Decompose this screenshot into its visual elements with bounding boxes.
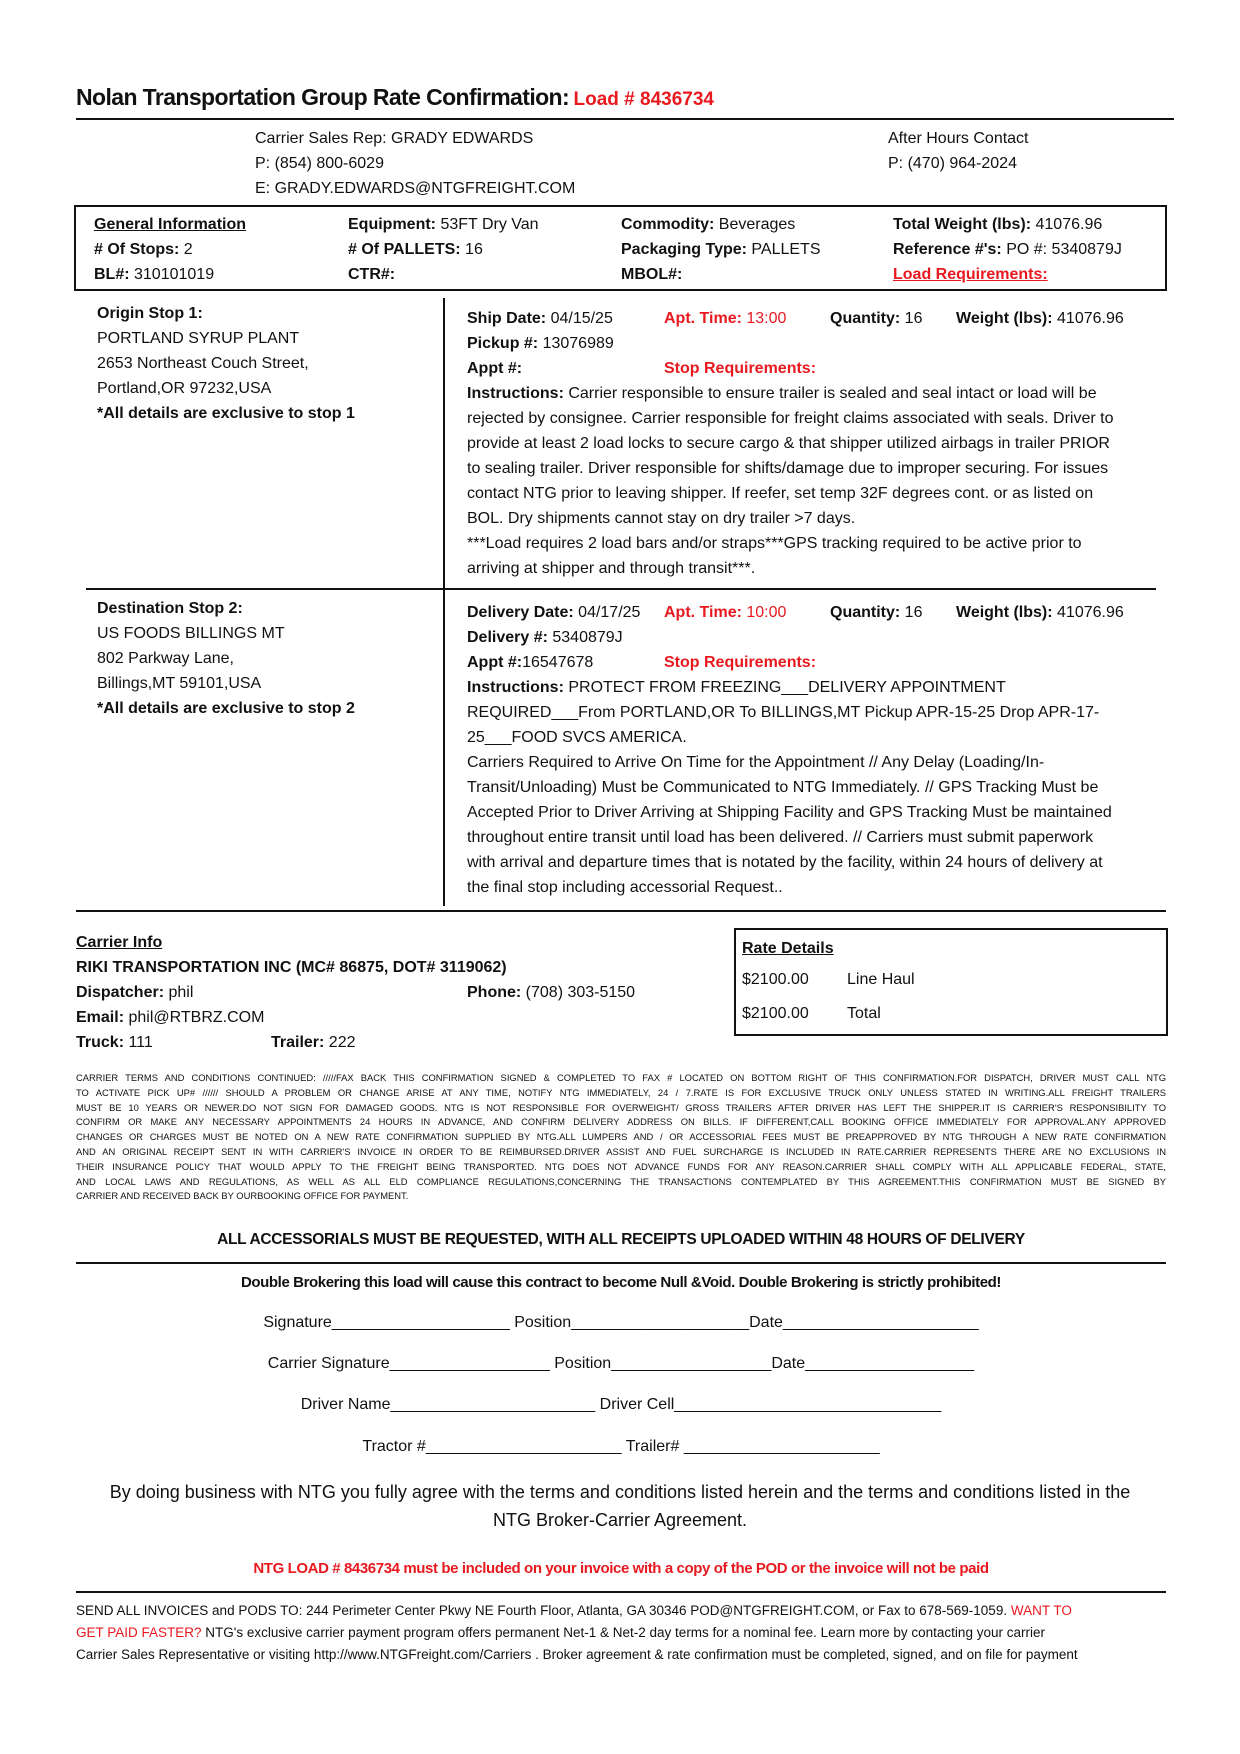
equipment-label: Equipment:	[348, 216, 436, 233]
load-number: Load # 8436734	[573, 89, 714, 110]
mbol-label: MBOL#:	[621, 266, 683, 283]
after-hours-label: After Hours Contact	[888, 130, 1029, 147]
stop2-instr-line: 25___FOOD SVCS AMERICA.	[467, 729, 687, 746]
trailer-label: Trailer:	[271, 1034, 325, 1051]
stop1-instr-line: to sealing trailer. Driver responsible for shifts/damage due to improper securing. For issues	[467, 460, 1109, 477]
stop1-heading: Origin Stop 1:	[97, 305, 203, 322]
stop2-weight-label: Weight (lbs):	[956, 604, 1053, 621]
carrier-phone-value: (708) 303-5150	[521, 984, 636, 1001]
terms-line: AND LOCAL LAWS AND REGULATIONS, AS WELL AS ALL ELD COMPLIANCE REGULATIONS,CONCERNING THE TRANSACTIONS CONTEMPLATED BY THIS AGREEMENT.THIS CONFIRMATION MUST BE SIGNED BY	[76, 1175, 1166, 1187]
terms-line: CONFIRM OR MAKE ANY NECESSARY APPOINTMENTS 24 HOURS IN ADVANCE, AND CONFIRM DELIVERY ADDRESS ON BILLS. IF DIFFERENT,CALL BOOKING OFFICE IMMEDIATELY FOR APPROVAL.ANY APPROVED	[76, 1116, 1166, 1128]
stop2-instr-line: REQUIRED___From PORTLAND,OR To BILLINGS,MT Pickup APR-15-25 Drop APR-17-	[467, 704, 1100, 721]
commodity-value: Beverages	[714, 216, 796, 233]
driver-name-line[interactable]: Driver Name_______________________ Driver Cell______________________________	[300, 1396, 942, 1413]
stop1-instr-line: BOL. Dry shipments cannot stay on dry trailer >7 days.	[467, 510, 856, 527]
ctr-label: CTR#:	[348, 266, 396, 283]
general-col-3	[621, 212, 820, 287]
rate-label: Total	[847, 1005, 881, 1022]
stops-vertical-divider	[443, 298, 445, 906]
footer-line: SEND ALL INVOICES and PODS TO: 244 Perimeter Center Pkwy NE Fourth Floor, Atlanta, GA 30346 POD@NTGFREIGHT.COM, or Fax to 678-569-1059.	[76, 1603, 1008, 1618]
stop2-qty-value: 16	[900, 604, 923, 621]
stop1-instr-line: contact NTG prior to leaving shipper. If reefer, set temp 32F degrees cont. or as listed on	[467, 485, 1094, 502]
total-weight	[893, 212, 1122, 237]
stop2-exclusive-note: *All details are exclusive to stop 2	[97, 700, 355, 717]
rate-details-content	[742, 936, 1162, 1033]
stop1-detail-block	[467, 306, 1157, 581]
sales-rep-email: E: GRADY.EDWARDS@NTGFREIGHT.COM	[255, 180, 576, 197]
equipment-value: 53FT Dry Van	[436, 216, 539, 233]
stop2-delivery-label: Delivery #:	[467, 629, 548, 646]
tractor-line[interactable]: Tractor #______________________ Trailer# ______________________	[362, 1438, 880, 1455]
stop2-date-value: 04/17/25	[573, 604, 641, 621]
footer-line: Carrier Sales Representative or visiting http://www.NTGFreight.com/Carriers . Broker agreement & rate confirmation must be completed, signed, and on file for payment	[76, 1647, 1078, 1662]
stop2-apt-value: 10:00	[741, 604, 787, 621]
stop2-instr-line: with arrival and departure times that is notated by the facility, within 24 hours of delivery at	[467, 854, 1103, 871]
stop1-address-block	[97, 301, 355, 426]
stop1-street: 2653 Northeast Couch Street,	[97, 355, 309, 372]
contact-block	[255, 126, 575, 201]
stop1-instr-line: provide at least 2 load locks to secure cargo & that shipper utilized airbags in trailer PRIOR	[467, 435, 1110, 452]
stop1-instr-line: Carrier responsible to ensure trailer is sealed and seal intact or load will be	[563, 385, 1097, 402]
trailer-value: 222	[324, 1034, 356, 1051]
stop2-delivery-value: 5340879J	[547, 629, 623, 646]
pallets-label: # Of PALLETS:	[348, 241, 461, 258]
stop2-instr-line: throughout entire transit until load has been delivered. // Carriers must submit paperwork	[467, 829, 1094, 846]
terms-line: MUST BE 10 YEARS OR NEWER.DO NOT SIGN FOR DAMAGED GOODS. NTG IS NOT RESPONSIBLE FOR OVERWEIGHT/ GROSS TRAILERS AFTER DRIVER HAS LEFT THE SHIPPER.IT IS CARRIER'S RESPONSIBILITY TO	[76, 1101, 1166, 1113]
stop2-instructions	[467, 675, 1157, 900]
stops-horizontal-divider	[86, 588, 1156, 590]
rate-row	[742, 965, 1162, 999]
carrier-info-block	[76, 930, 676, 1055]
signature-line[interactable]: Signature____________________ Position____________________Date______________________	[263, 1314, 979, 1331]
stop2-appt-label: Appt #:	[467, 654, 523, 671]
reference-value: PO #: 5340879J	[1001, 241, 1122, 258]
stop1-instr-line: ***Load requires 2 load bars and/or straps***GPS tracking required to be active prior to	[467, 535, 1082, 552]
stop2-instr-line: Accepted Prior to Driver Arriving at Shipping Facility and GPS Tracking Must be maintained	[467, 804, 1112, 821]
commodity-label: Commodity:	[621, 216, 715, 233]
carrier-email-value: phil@RTBRZ.COM	[124, 1009, 265, 1026]
stop1-pickup-value: 13076989	[538, 335, 614, 352]
packaging-label: Packaging Type:	[621, 241, 747, 258]
general-col-2	[348, 212, 539, 287]
want-paid-faster: GET PAID FASTER?	[76, 1625, 202, 1640]
reference	[893, 237, 1122, 262]
stop1-instructions	[467, 381, 1157, 581]
stop2-street: 802 Parkway Lane,	[97, 650, 234, 667]
rate-row	[742, 999, 1162, 1033]
stops-label: # Of Stops:	[94, 241, 180, 258]
stop1-instructions-label: Instructions:	[467, 385, 564, 402]
sales-rep: Carrier Sales Rep: GRADY EDWARDS	[255, 130, 534, 147]
pallets	[348, 237, 539, 262]
total-weight-value: 41076.96	[1031, 216, 1103, 233]
stop1-instr-line: rejected by consignee. Carrier responsible for freight claims associated with seals. Driver to	[467, 410, 1114, 427]
terms-line: TO ACTIVATE PICK UP# ////// SHOULD A PROBLEM OR CHANGE ARISE AT ANY TIME, NOTIFY NTG IMMEDIATELY, 24 / 7.RATE IS FOR EXCLUSIVE TRUCK ONLY UNLESS STATED IN WRITING.ALL FREIGHT TRAILERS	[76, 1086, 1166, 1098]
bl-number	[94, 262, 246, 287]
carrier-phone-label: Phone:	[467, 984, 522, 1001]
carrier-signature-line[interactable]: Carrier Signature__________________ Position__________________Date___________________	[267, 1355, 975, 1372]
stop2-appt-value: 16547678	[522, 654, 594, 671]
stop1-date-value: 04/15/25	[546, 310, 613, 327]
packaging	[621, 237, 820, 262]
rate-details-heading: Rate Details	[742, 940, 834, 957]
truck-label: Truck:	[76, 1034, 125, 1051]
invoice-notice: NTG LOAD # 8436734 must be included on your invoice with a copy of the POD or the invoice will not be paid	[253, 1560, 989, 1577]
dispatcher-value: phil	[164, 984, 194, 1001]
rate-amount: $2100.00	[742, 971, 809, 988]
stop2-detail-block	[467, 600, 1157, 900]
terms-and-conditions	[76, 1071, 1166, 1204]
terms-line: AND AN ORIGINAL RECEIPT SENT IN WITH CARRIER'S INVOICE IN ORDER TO BE REIMBURSED.DRIVER ASSIST AND FUEL SURCHARGE IS INCLUDED IN RATE.CARRIER REPRESENTS THERE ARE NO EXCLUSIONS IN	[76, 1145, 1166, 1157]
total-weight-label: Total Weight (lbs):	[893, 216, 1032, 233]
stop1-city: Portland,OR 97232,USA	[97, 380, 272, 397]
accessorials-divider	[76, 1262, 1166, 1264]
want-paid-faster: WANT TO	[1007, 1603, 1072, 1618]
stop2-instr-line: PROTECT FROM FREEZING___DELIVERY APPOINTMENT	[563, 679, 1006, 696]
bl-label: BL#:	[94, 266, 130, 283]
stop1-exclusive-note: *All details are exclusive to stop 1	[97, 405, 355, 422]
stop1-stop-requirements-link[interactable]: Stop Requirements:	[664, 360, 817, 377]
commodity	[621, 212, 820, 237]
accessorials-notice: ALL ACCESSORIALS MUST BE REQUESTED, WITH ALL RECEIPTS UPLOADED WITHIN 48 HOURS OF DELIVERY	[217, 1231, 1025, 1248]
stops-bottom-divider	[76, 910, 1166, 912]
stop2-weight-value: 41076.96	[1052, 604, 1124, 621]
stop2-heading: Destination Stop 2:	[97, 600, 243, 617]
stop2-city: Billings,MT 59101,USA	[97, 675, 262, 692]
stop2-instr-line: Transit/Unloading) Must be Communicated to NTG Immediately. // GPS Tracking Must be	[467, 779, 1099, 796]
page-title: Nolan Transportation Group Rate Confirmation:	[76, 84, 570, 110]
page-title-block	[76, 84, 714, 111]
stop2-instr-line: the final stop including accessorial Request..	[467, 879, 783, 896]
stops-count	[94, 237, 246, 262]
general-col-4	[893, 212, 1122, 287]
stop1-qty-label: Quantity:	[830, 310, 901, 327]
after-hours-block	[888, 126, 1029, 176]
stop1-instr-line: arriving at shipper and through transit***.	[467, 560, 756, 577]
double-brokering-notice: Double Brokering this load will cause this contract to become Null &Void. Double Brokering is strictly prohibited!	[240, 1274, 1002, 1291]
bl-value: 310101019	[129, 266, 215, 283]
stop2-address-block	[97, 596, 355, 721]
equipment	[348, 212, 539, 237]
stop1-apt-value: 13:00	[741, 310, 787, 327]
stop1-apt-label: Apt. Time:	[664, 310, 742, 327]
stop1-pickup-label: Pickup #:	[467, 335, 539, 352]
footer-divider	[76, 1591, 1166, 1593]
general-info-heading: General Information	[94, 216, 247, 233]
stop2-name: US FOODS BILLINGS MT	[97, 625, 285, 642]
after-hours-phone: P: (470) 964-2024	[888, 155, 1017, 172]
stop1-appt-label: Appt #:	[467, 360, 523, 377]
dispatcher-label: Dispatcher:	[76, 984, 165, 1001]
stop2-stop-requirements-link[interactable]: Stop Requirements:	[664, 654, 817, 671]
stop2-apt-label: Apt. Time:	[664, 604, 742, 621]
reference-label: Reference #'s:	[893, 241, 1002, 258]
carrier-email-label: Email:	[76, 1009, 125, 1026]
agreement-line: NTG Broker-Carrier Agreement.	[492, 1510, 748, 1530]
packaging-value: PALLETS	[746, 241, 821, 258]
truck-value: 111	[124, 1034, 153, 1051]
terms-line: CARRIER AND RECEIVED BACK BY OURBOOKING OFFICE FOR PAYMENT.	[76, 1190, 409, 1202]
stops-value: 2	[179, 241, 193, 258]
load-requirements-link[interactable]: Load Requirements:	[893, 266, 1048, 283]
agreement-text	[40, 1478, 1200, 1534]
stop2-date-label: Delivery Date:	[467, 604, 574, 621]
footer-block	[76, 1600, 1166, 1666]
terms-line: THEIR INSURANCE POLICY THAT WOULD APPLY TO THE FREIGHT BEING TRANSPORTED. NTG DOES NOT ADVANCE FUNDS FOR ANY REASON.CARRIER SHALL COMPLY WITH ALL APPLICABLE FEDERAL, STATE,	[76, 1160, 1166, 1172]
pallets-value: 16	[460, 241, 483, 258]
carrier-info-heading: Carrier Info	[76, 934, 163, 951]
general-col-1	[94, 212, 246, 287]
stop1-name: PORTLAND SYRUP PLANT	[97, 330, 300, 347]
stop2-qty-label: Quantity:	[830, 604, 901, 621]
sales-rep-phone: P: (854) 800-6029	[255, 155, 384, 172]
stop1-qty-value: 16	[900, 310, 923, 327]
stop1-date-label: Ship Date:	[467, 310, 547, 327]
stop2-instr-line: Carriers Required to Arrive On Time for the Appointment // Any Delay (Loading/In-	[467, 754, 1045, 771]
terms-line: CARRIER TERMS AND CONDITIONS CONTINUED: /////FAX BACK THIS CONFIRMATION SIGNED & COMPLETED TO FAX # LOCATED ON BOTTOM RIGHT OF THIS CONFIRMATION.FOR DISPATCH, DRIVER MUST CALL NTG	[76, 1072, 1166, 1083]
stop1-weight-label: Weight (lbs):	[956, 310, 1053, 327]
agreement-line: By doing business with NTG you fully agree with the terms and conditions listed herein and the terms and conditions listed in the	[109, 1482, 1131, 1502]
stop2-instructions-label: Instructions:	[467, 679, 564, 696]
terms-line: CHANGES OR CHARGES MUST BE NOTED ON A NEW RATE CONFIRMATION SUPPLIED BY NTG.ALL LUMPERS AND / OR ACCESSORIAL FEES MUST BE PREAPPROVED BY NTG THROUGH A NEW RATE CONFIRMATION	[76, 1131, 1166, 1143]
carrier-name: RIKI TRANSPORTATION INC (MC# 86875, DOT# 3119062)	[76, 959, 507, 976]
title-divider	[76, 118, 1174, 120]
rate-amount: $2100.00	[742, 1005, 809, 1022]
footer-line: NTG's exclusive carrier payment program offers permanent Net-1 & Net-2 day terms for a nominal fee. Learn more by contacting your carrier	[201, 1625, 1045, 1640]
rate-label: Line Haul	[847, 971, 915, 988]
stop1-weight-value: 41076.96	[1052, 310, 1124, 327]
